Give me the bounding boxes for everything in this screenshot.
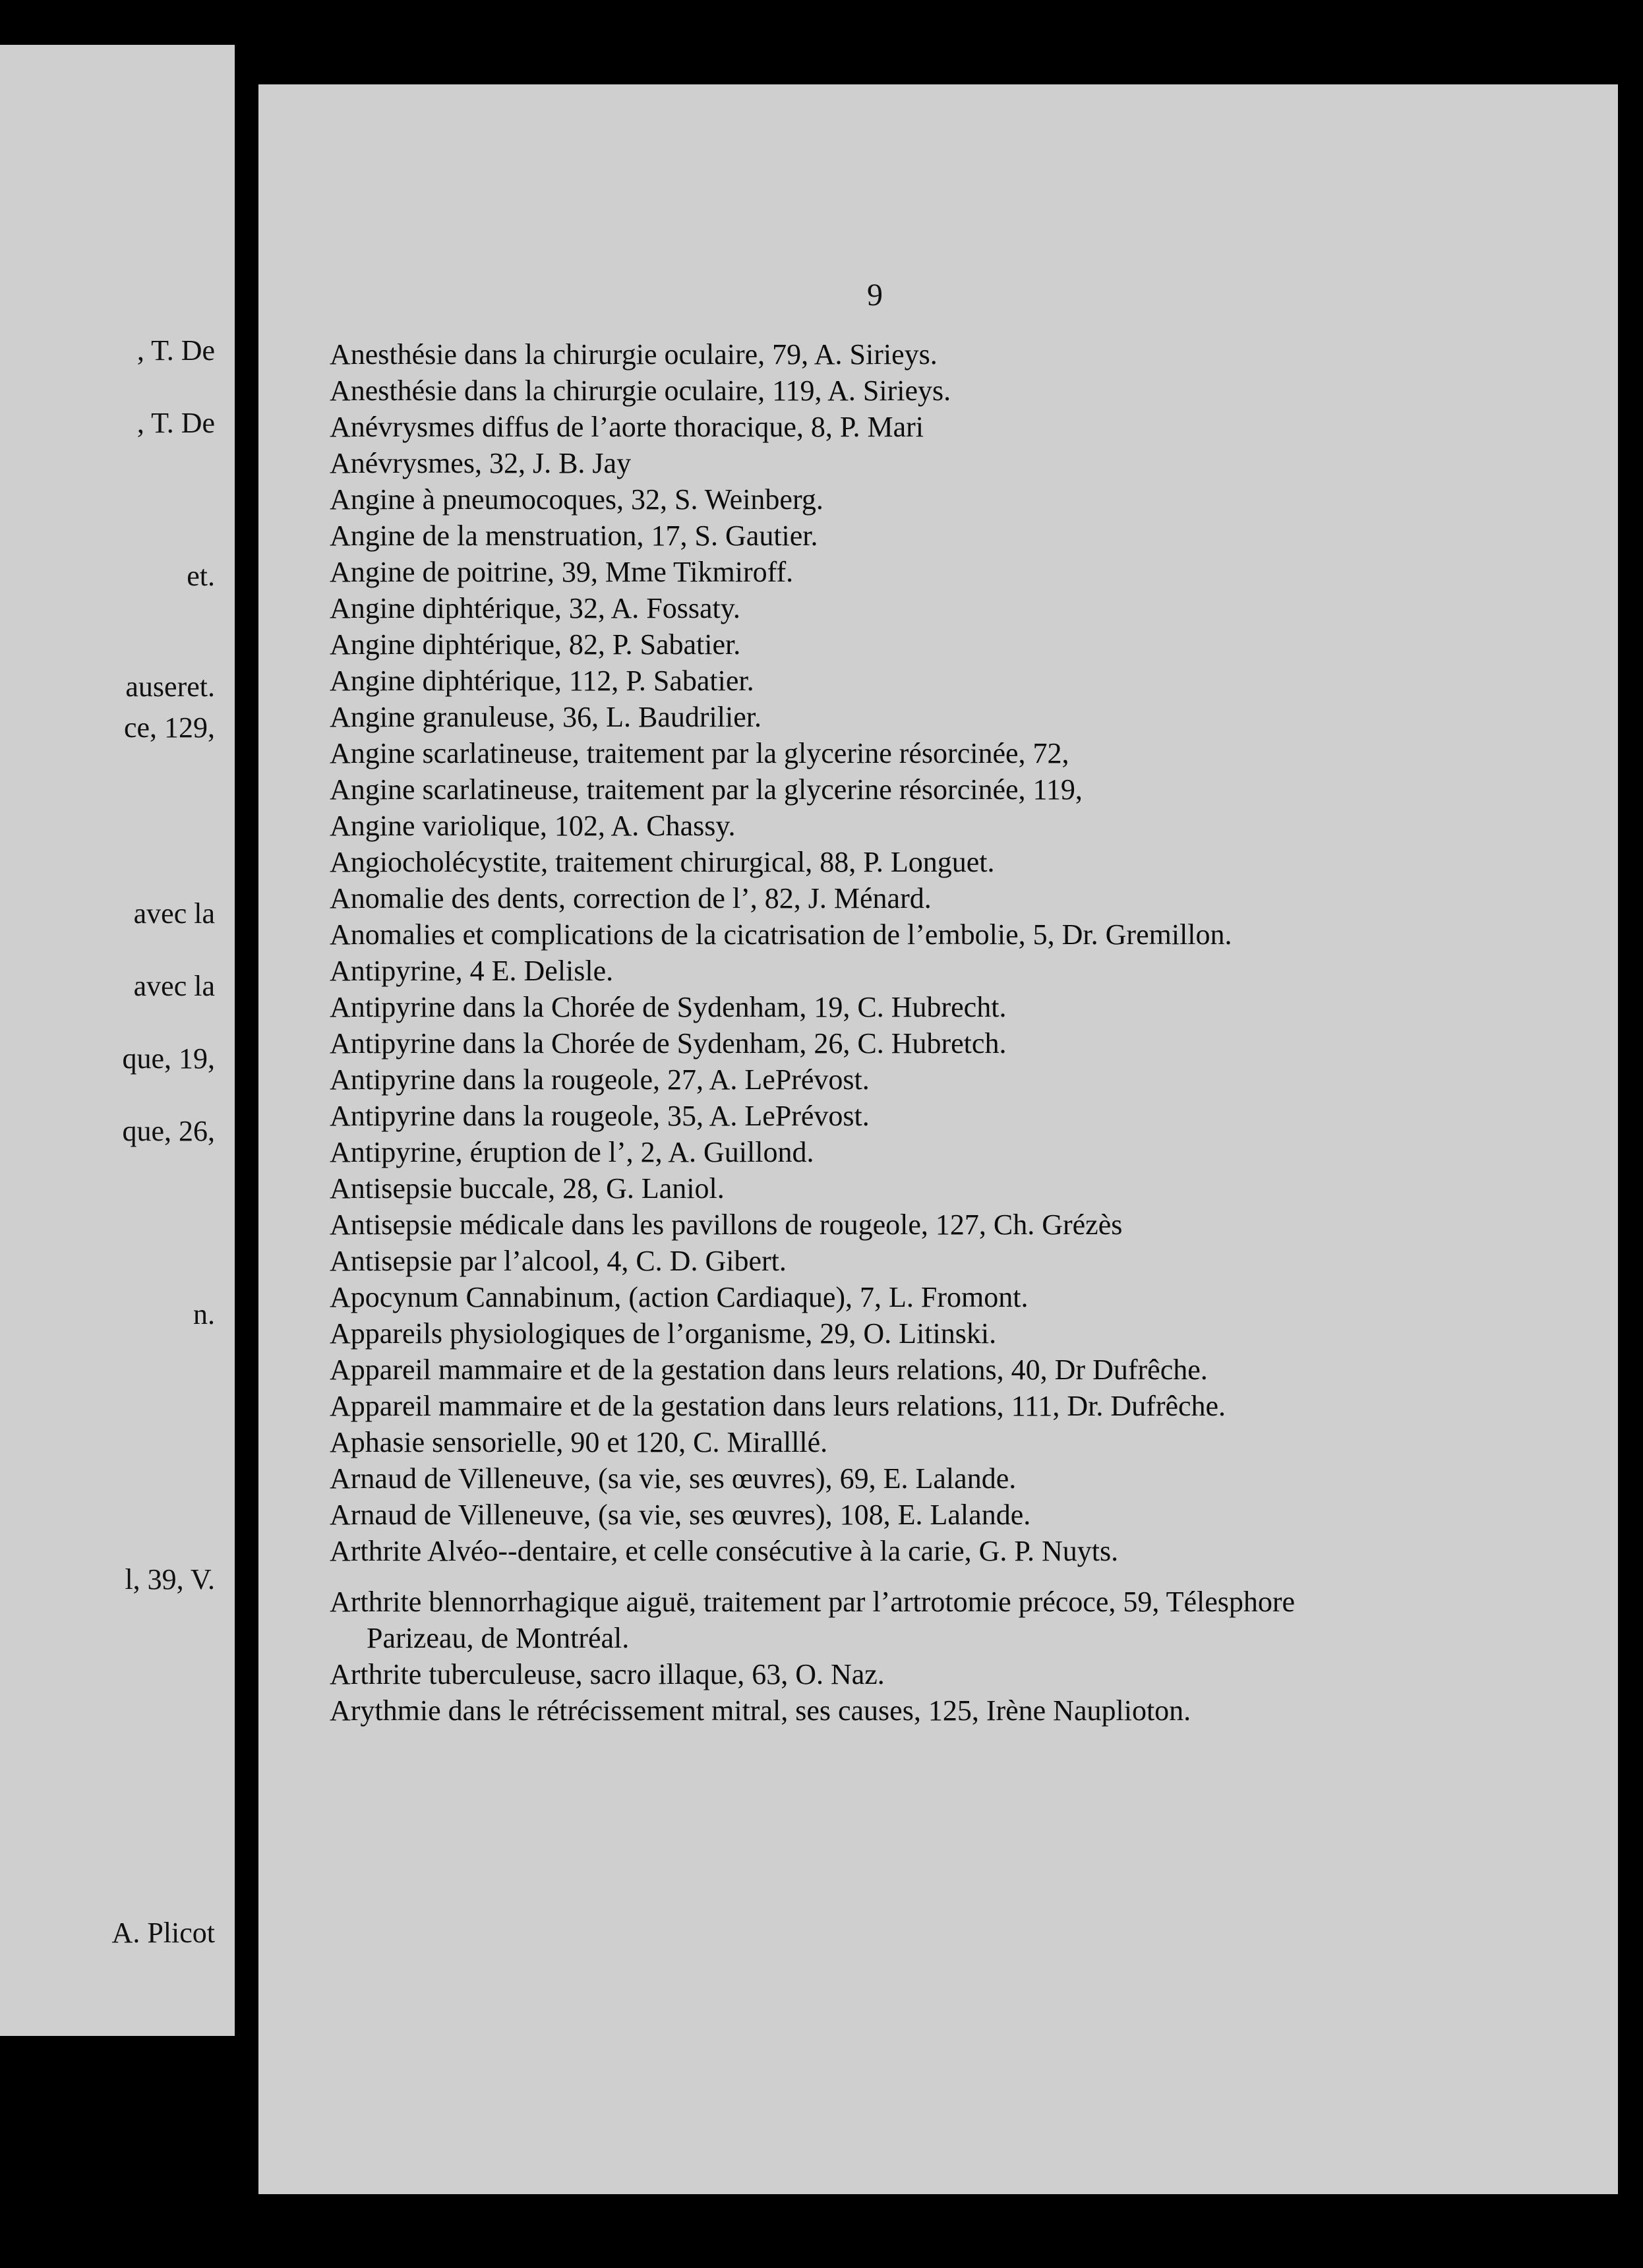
index-entry: Antipyrine dans la rougeole, 27, A. LePrévost. (330, 1063, 870, 1096)
left-line-fragment: , T. De (136, 407, 215, 439)
index-entry-list (330, 336, 1385, 1729)
left-line-fragment: ce, 129, (123, 711, 215, 744)
left-line-fragment: avec la (133, 897, 215, 930)
left-page-fragment (0, 45, 235, 2036)
index-entry: Angine granuleuse, 36, L. Baudrilier. (330, 701, 762, 733)
left-line-fragment: , T. De (136, 334, 215, 367)
index-entry: Antipyrine, éruption de l’, 2, A. Guillond. (330, 1136, 814, 1168)
index-entry: Arnaud de Villeneuve, (sa vie, ses œuvres), 108, E. Lalande. (330, 1499, 1031, 1531)
index-entry: Angine de poitrine, 39, Mme Tikmiroff. (330, 556, 794, 588)
page-number: 9 (867, 278, 883, 313)
index-entry: Appareils physiologiques de l’organisme, 29, O. Litinski. (330, 1317, 997, 1350)
index-entry: Angine diphtérique, 112, P. Sabatier. (330, 665, 754, 697)
index-entry: Appareil mammaire et de la gestation dans leurs relations, 111, Dr. Dufrêche. (330, 1390, 1226, 1422)
index-entry: Angine à pneumocoques, 32, S. Weinberg. (330, 483, 823, 516)
index-entry: Antisepsie buccale, 28, G. Laniol. (330, 1172, 725, 1205)
index-entry: Anomalie des dents, correction de l’, 82, J. Ménard. (330, 882, 932, 914)
index-entry: Anomalies et complications de la cicatrisation de l’embolie, 5, Dr. Gremillon. (330, 918, 1232, 951)
left-line-fragment: que, 19, (122, 1042, 215, 1075)
index-entry: Apocynum Cannabinum, (action Cardiaque), 7, L. Fromont. (330, 1281, 1029, 1313)
index-entry: Anévrysmes diffus de l’aorte thoracique, 8, P. Mari (330, 411, 924, 443)
index-entry: Appareil mammaire et de la gestation dans leurs relations, 40, Dr Dufrêche. (330, 1354, 1208, 1386)
index-entry: Antipyrine, 4 E. Delisle. (330, 955, 614, 987)
index-entry: Antipyrine dans la Chorée de Sydenham, 19, C. Hubrecht. (330, 991, 1007, 1023)
left-line-fragment: avec la (133, 970, 215, 1002)
left-line-fragment: et. (187, 560, 215, 592)
left-line-fragment: n. (193, 1298, 215, 1330)
index-entry: Angine variolique, 102, A. Chassy. (330, 810, 736, 842)
index-entry: Anesthésie dans la chirurgie oculaire, 79, A. Sirieys. (330, 338, 938, 371)
index-entry: Arthrite Alvéo--dentaire, et celle consécutive à la carie, G. P. Nuyts. (330, 1535, 1119, 1567)
index-entry: Angine diphtérique, 32, A. Fossaty. (330, 592, 740, 624)
index-entry: Angine de la menstruation, 17, S. Gautier. (330, 520, 818, 552)
index-entry: Arythmie dans le rétrécissement mitral, ses causes, 125, Irène Nauplioton. (330, 1694, 1191, 1727)
index-entry: Angine scarlatineuse, traitement par la glycerine résorcinée, 72, (330, 737, 1069, 769)
index-entry: Antipyrine dans la Chorée de Sydenham, 26, C. Hubretch. (330, 1027, 1007, 1059)
index-entry: Anesthésie dans la chirurgie oculaire, 119, A. Sirieys. (330, 374, 951, 407)
left-line-fragment: auseret. (125, 671, 215, 703)
index-entry: Antisepsie médicale dans les pavillons de rougeole, 127, Ch. Grézès (330, 1209, 1123, 1241)
index-entry: Aphasie sensorielle, 90 et 120, C. Miralllé. (330, 1426, 828, 1458)
index-entry: Arthrite blennorrhagique aiguë, traitement par l’artrotomie précoce, 59, Télesphore Parizeau, de Montréal. (330, 1586, 1303, 1654)
index-entry: Anévrysmes, 32, J. B. Jay (330, 447, 632, 479)
index-entry: Arthrite tuberculeuse, sacro illaque, 63, O. Naz. (330, 1658, 885, 1690)
left-line-fragment: A. Plicot (111, 1917, 215, 1949)
index-entry: Antipyrine dans la rougeole, 35, A. LePrévost. (330, 1100, 870, 1132)
left-line-fragment: que, 26, (122, 1115, 215, 1147)
index-entry: Arnaud de Villeneuve, (sa vie, ses œuvres), 69, E. Lalande. (330, 1462, 1017, 1495)
page-gutter (244, 40, 258, 2255)
index-entry: Angiocholécystite, traitement chirurgical, 88, P. Longuet. (330, 846, 995, 878)
index-entry: Angine diphtérique, 82, P. Sabatier. (330, 628, 741, 661)
left-line-fragment: l, 39, V. (125, 1563, 215, 1596)
index-entry: Angine scarlatineuse, traitement par la glycerine résorcinée, 119, (330, 773, 1083, 806)
index-entry: Antisepsie par l’alcool, 4, C. D. Gibert. (330, 1245, 787, 1277)
